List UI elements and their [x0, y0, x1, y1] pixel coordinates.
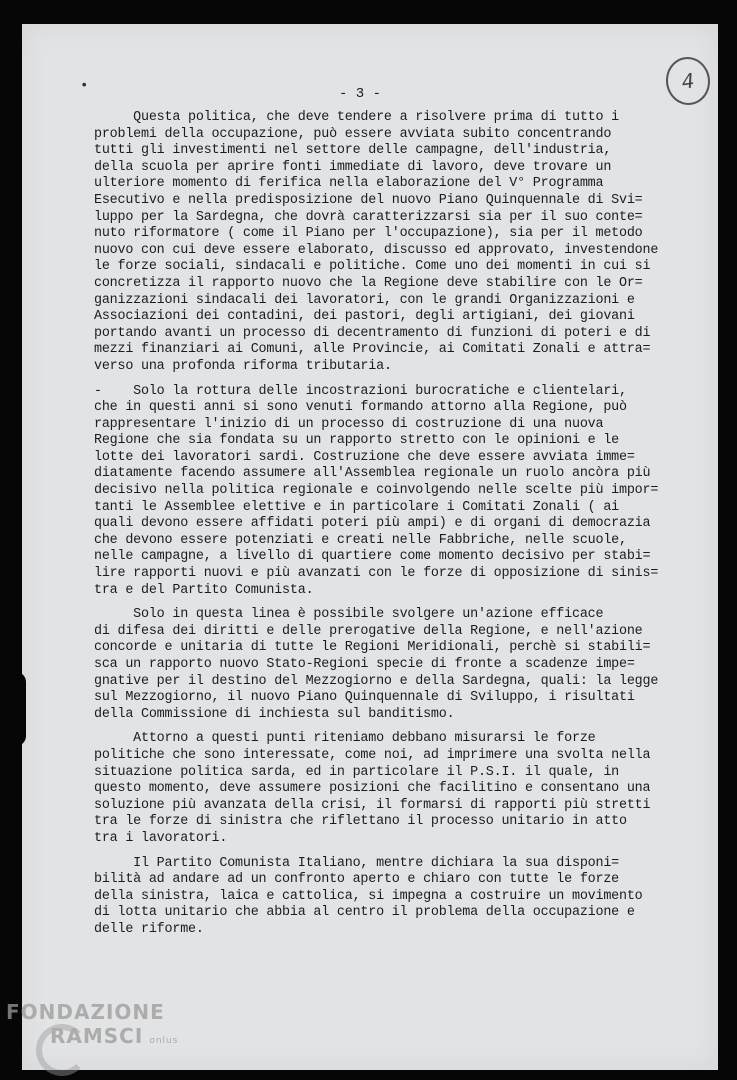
- text-line: della sinistra, laica e cattolica, si impegna a costruire un movimento: [94, 888, 643, 904]
- watermark-line2: RAMSCI: [50, 1024, 144, 1048]
- text-line: verso una profonda riforma tributaria.: [94, 358, 392, 374]
- text-line: delle riforme.: [94, 921, 204, 937]
- text-line: nelle campagne, a livello di quartiere come momento decisivo per stabi=: [94, 549, 651, 565]
- text-line: Questa politica, che deve tendere a risolvere prima di tutto i: [94, 110, 619, 125]
- paragraph: [94, 856, 694, 939]
- text-line: ulteriore momento di ferifica nella elaborazione del V° Programma: [94, 176, 604, 192]
- text-line: bilità ad andare ad un confronto aperto e chiaro con tutte le forze: [94, 872, 619, 888]
- text-line: tutti gli investimenti nel settore delle campagne, dell'industria,: [94, 143, 612, 159]
- page-notch: [16, 672, 26, 746]
- text-line: mezzi finanziari ai Comuni, alle Provincie, ai Comitati Zonali e attra=: [94, 342, 651, 358]
- watermark-line2-row: [6, 1024, 178, 1048]
- text-line: soluzione più avanzata della crisi, il formarsi di rapporti più stretti: [94, 797, 651, 813]
- text-line: lotte dei lavoratori sardi. Costruzione che deve essere avviata imme=: [94, 449, 635, 465]
- text-line: tanti le Assemblee elettive e in particolare i Comitati Zonali ( ai: [94, 499, 619, 515]
- text-line: Regione che sia fondata su un rapporto stretto con le opinioni e le: [94, 433, 619, 449]
- text-line: diatamente facendo assumere all'Assemblea regionale un ruolo ancòra più: [94, 466, 651, 482]
- text-line: della scuola per aprire fonti immediate di lavoro, deve trovare un: [94, 159, 612, 175]
- text-line: tra le forze di sinistra che riflettano il processo unitario in atto: [94, 814, 627, 830]
- text-line: ganizzazioni sindacali dei lavoratori, con le grandi Organizzazioni e: [94, 292, 635, 308]
- text-line: portando avanti un processo di decentramento di funzioni di poteri e di: [94, 325, 651, 341]
- text-line: le forze sociali, sindacali e politiche. Come uno dei momenti in cui si: [94, 259, 651, 275]
- text-line: nuovo con cui deve essere elaborato, discusso ed approvato, investendone: [94, 242, 659, 258]
- text-line: Il Partito Comunista Italiano, mentre dichiara la sua disponi=: [94, 855, 619, 871]
- text-line: Solo in questa linea è possibile svolgere un'azione efficace: [94, 607, 604, 623]
- corner-mark: •: [80, 78, 89, 94]
- watermark-logo-icon: [36, 1024, 88, 1076]
- archive-watermark: [6, 1000, 178, 1048]
- text-line: concorde e unitaria di tutte le Regioni Meridionali, perchè si stabili=: [94, 640, 651, 656]
- text-line: tra e del Partito Comunista.: [94, 582, 314, 598]
- page-number: - 3 -: [338, 86, 381, 102]
- text-line: nuto riformatore ( come il Piano per l'occupazione), sia per il metodo: [94, 226, 643, 242]
- text-line: situazione politica sarda, ed in particolare il P.S.I. il quale, in: [94, 764, 619, 780]
- paragraph: [94, 110, 694, 376]
- watermark-line3: onlus: [149, 1036, 179, 1046]
- text-line: concretizza il rapporto nuovo che la Regione deve stabilire con le Or=: [94, 275, 643, 291]
- paragraph: [94, 731, 694, 847]
- text-line: problemi della occupazione, può essere avviata subito concentrando: [94, 126, 612, 142]
- watermark-line1: FONDAZIONE: [6, 1000, 165, 1024]
- text-line: sul Mezzogiorno, il nuovo Piano Quinquennale di Sviluppo, i risultati: [94, 690, 635, 706]
- text-line: gnative per il destino del Mezzogiorno e della Sardegna, quali: la legge: [94, 673, 659, 689]
- paragraph: [94, 607, 694, 723]
- text-line: Attorno a questi punti riteniamo debbano misurarsi le forze: [94, 731, 596, 747]
- text-line: decisivo nella politica regionale e coinvolgendo nelle scelte più impor=: [94, 483, 659, 499]
- text-line: che in questi anni si sono venuti formando attorno alla Regione, può: [94, 400, 627, 416]
- text-line: Esecutivo e nella predisposizione del nuovo Piano Quinquennale di Svi=: [94, 192, 643, 208]
- text-line: Associazioni dei contadini, dei pastori, degli artigiani, dei giovani: [94, 309, 635, 325]
- text-line: di difesa dei diritti e delle prerogative della Regione, e nell'azione: [94, 623, 643, 639]
- text-line: lire rapporti nuovi e più avanzati con le forze di opposizione di sinis=: [94, 566, 659, 582]
- text-line: quali devono essere affidati poteri più ampi) e di organi di democrazia: [94, 516, 651, 532]
- text-line: questo momento, deve assumere posizioni che facilitino e consentano una: [94, 781, 651, 797]
- folio-number: 4: [663, 54, 713, 108]
- text-line: luppo per la Sardegna, che dovrà caratterizzarsi sia per il suo conte=: [94, 209, 643, 225]
- text-line: politiche che sono interessate, come noi, ad imprimere una svolta nella: [94, 747, 651, 763]
- document-body: [94, 110, 694, 947]
- text-line: che devono essere potenziati e creati nelle Fabbriche, nelle scuole,: [94, 532, 627, 548]
- text-line: della Commissione di inchiesta sul banditismo.: [94, 706, 455, 722]
- paragraph: [94, 384, 694, 600]
- text-line: di lotta unitario che abbia al centro il problema della occupazione e: [94, 905, 635, 921]
- text-line: rappresentare l'inizio di un processo di costruzione di una nuova: [94, 416, 604, 432]
- text-line: - Solo la rottura delle incostrazioni burocratiche e clientelari,: [94, 383, 627, 399]
- text-line: sca un rapporto nuovo Stato-Regioni specie di fronte a scadenze impe=: [94, 657, 635, 672]
- text-line: tra i lavoratori.: [94, 830, 228, 846]
